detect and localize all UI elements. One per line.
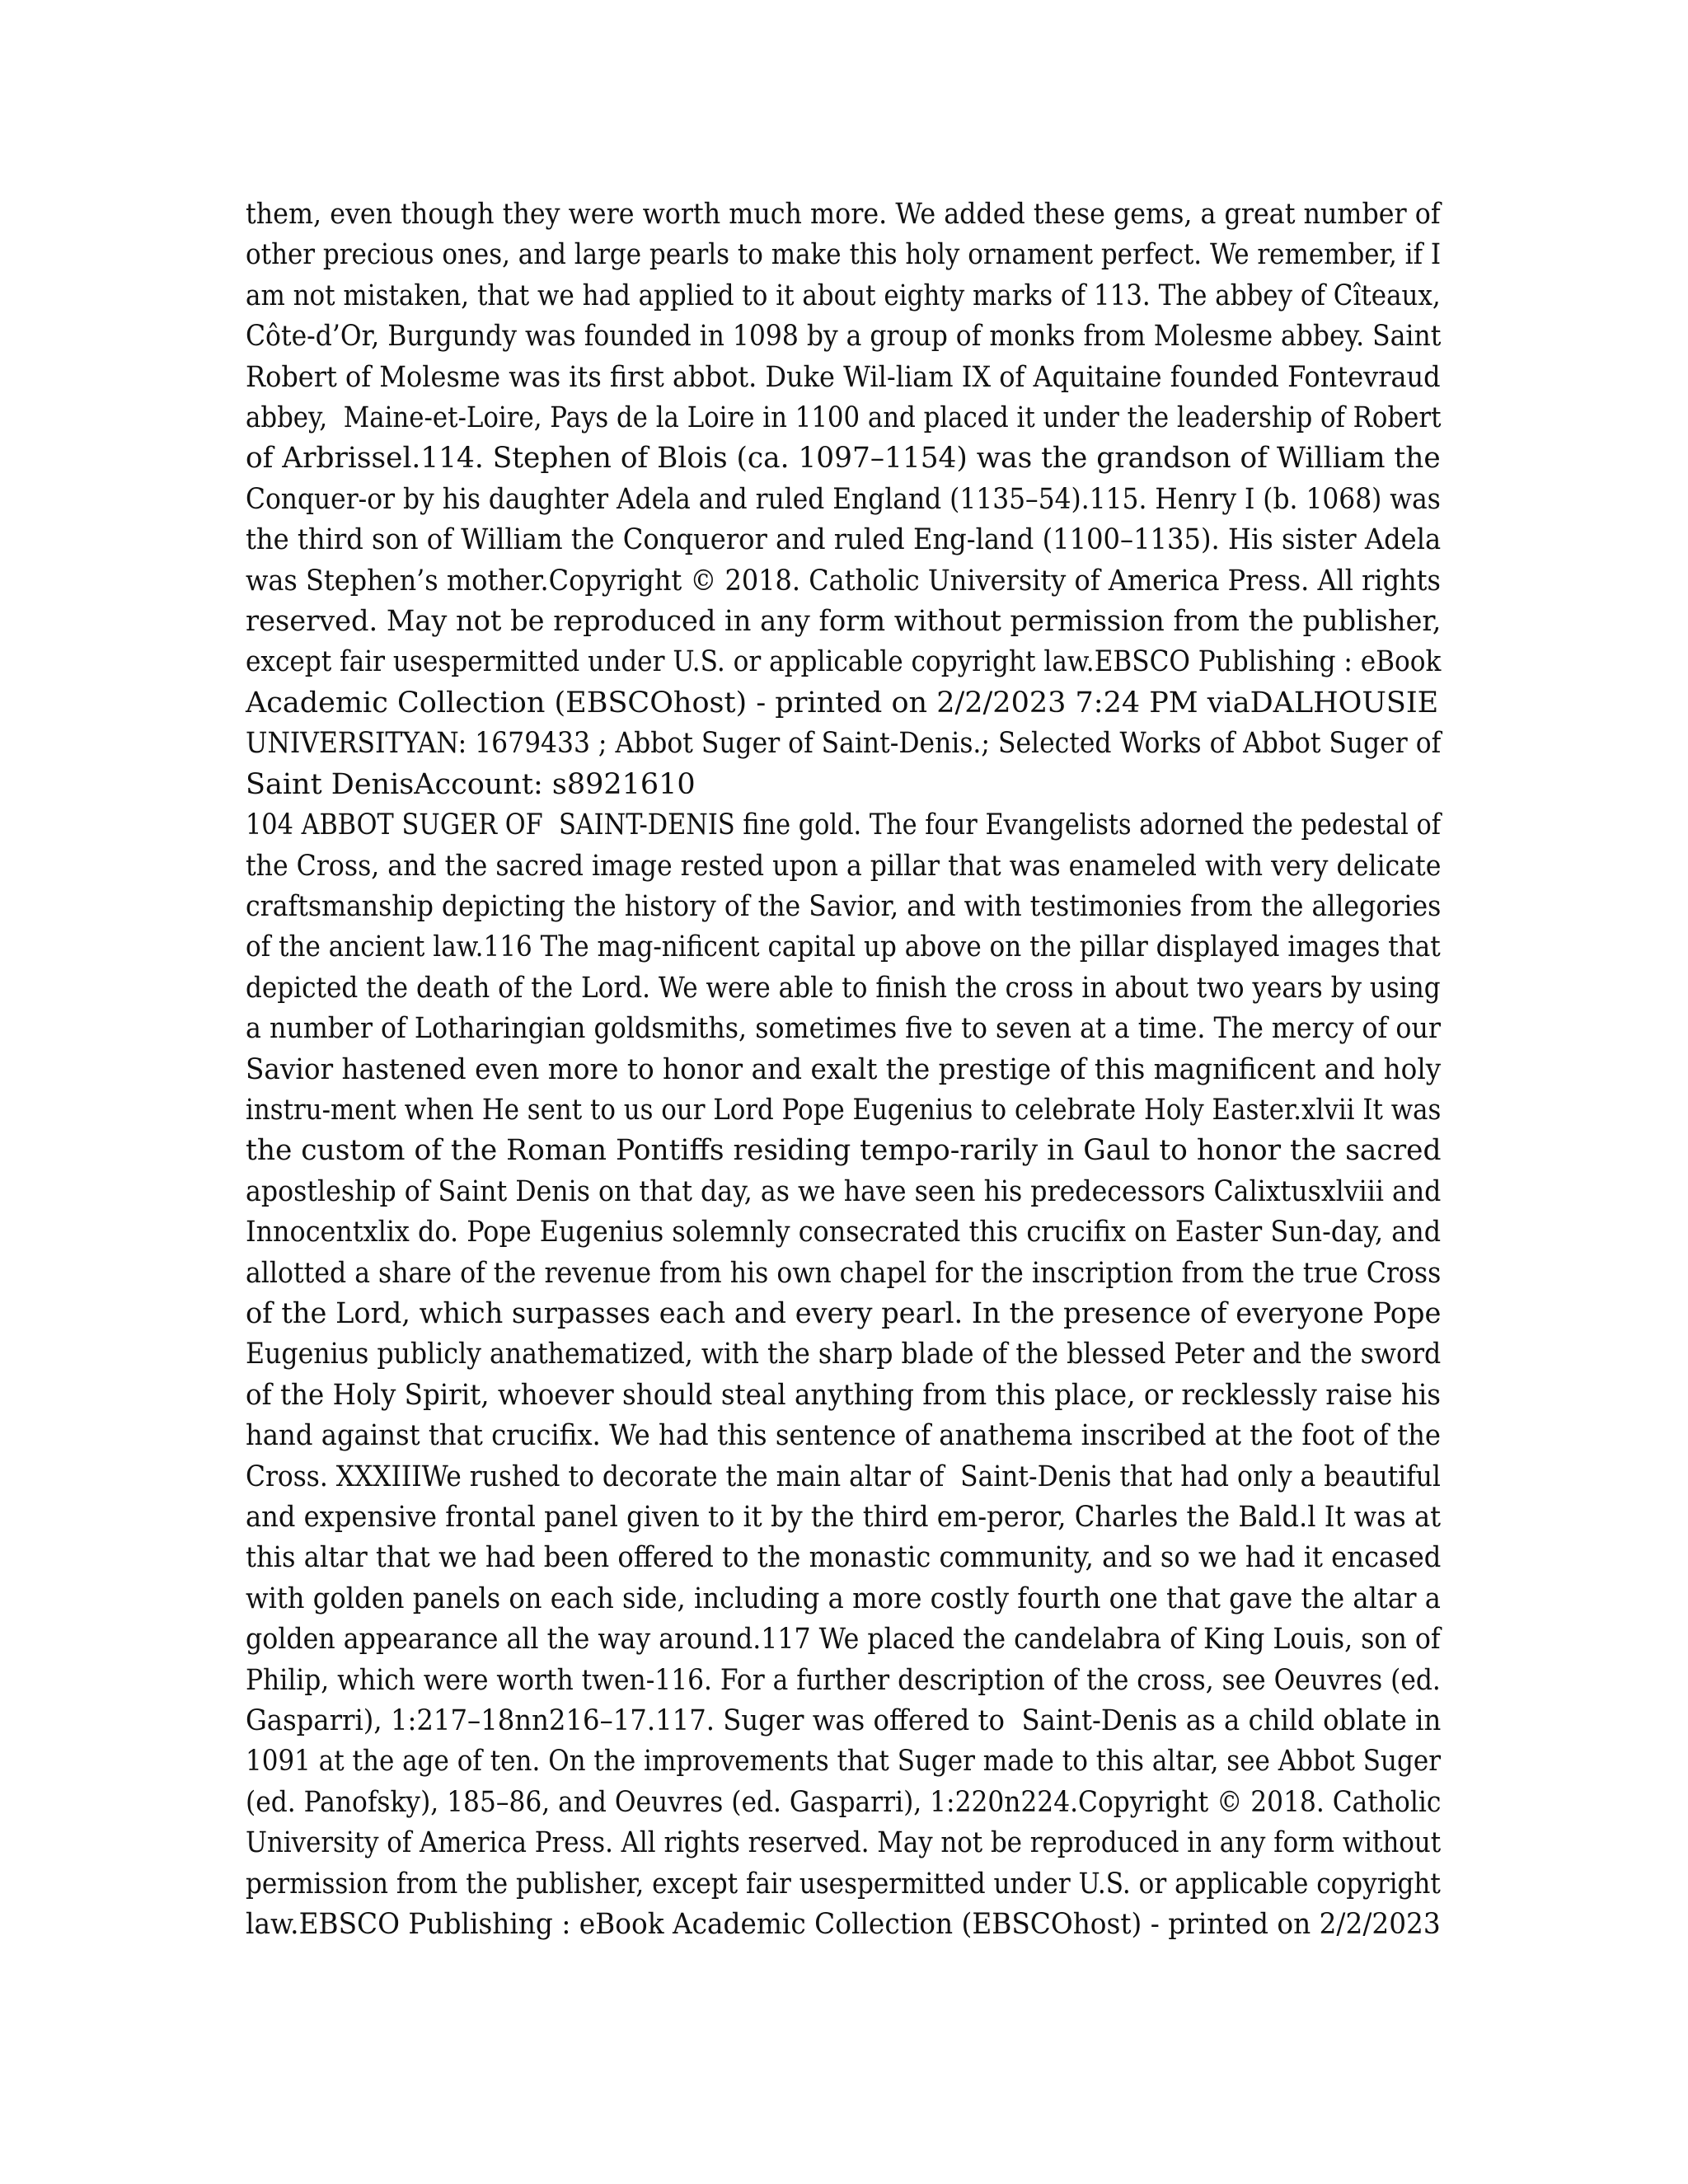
text-line: this altar that we had been offered to the monastic community, and so we had it encased bbox=[246, 1541, 1442, 1575]
text-line: golden appearance all the way around.117 We placed the candelabra of King Louis, son of bbox=[246, 1623, 1441, 1657]
text-line: reserved. May not be reproduced in any form without permission from the publisher, bbox=[246, 605, 1442, 639]
text-line: of the Holy Spirit, whoever should steal anything from this place, or recklessly raise his bbox=[246, 1378, 1441, 1412]
text-line: Philip, which were worth twen-116. For a further description of the cross, see Oeuvres (ed. bbox=[246, 1663, 1441, 1697]
text-line: am not mistaken, that we had applied to it about eighty marks of 113. The abbey of Cîteaux, bbox=[246, 279, 1441, 312]
text-line: a number of Lotharingian goldsmiths, sometimes five to seven at a time. The mercy of our bbox=[246, 1012, 1442, 1046]
text-line: apostleship of Saint Denis on that day, as we have seen his predecessors Calixtusxlviii and bbox=[246, 1174, 1442, 1208]
text-line: hand against that crucifix. We had this sentence of anathema inscribed at the foot of the bbox=[246, 1419, 1442, 1453]
text-line: permission from the publisher, except fair usespermitted under U.S. or applicable copyright bbox=[246, 1867, 1441, 1900]
text-line: University of America Press. All rights reserved. May not be reproduced in any form without bbox=[246, 1826, 1442, 1860]
text-line: except fair usespermitted under U.S. or applicable copyright law.EBSCO Publishing : eBook bbox=[246, 645, 1442, 679]
text-line: instru-ment when He sent to us our Lord Pope Eugenius to celebrate Holy Easter.xlvii It was bbox=[246, 1093, 1442, 1127]
text-line: the third son of William the Conqueror and ruled Eng-land (1100–1135). His sister Adela bbox=[246, 523, 1442, 557]
text-line: law.EBSCO Publishing : eBook Academic Collection (EBSCOhost) - printed on 2/2/2023 bbox=[246, 1908, 1441, 1942]
document-page bbox=[246, 194, 1441, 1945]
text-line: Academic Collection (EBSCOhost) - printed on 2/2/2023 7:24 PM viaDALHOUSIE bbox=[246, 686, 1439, 719]
text-line: of Arbrissel.114. Stephen of Blois (ca. 1097–1154) was the grandson of William the bbox=[246, 442, 1441, 476]
text-line: Conquer-or by his daughter Adela and ruled England (1135–54).115. Henry I (b. 1068) was bbox=[246, 482, 1441, 516]
text-line: allotted a share of the revenue from his own chapel for the inscription from the true Cross bbox=[246, 1256, 1442, 1290]
text-line: Innocentxlix do. Pope Eugenius solemnly consecrated this crucifix on Easter Sun-day, and bbox=[246, 1216, 1442, 1249]
text-line: Eugenius publicly anathematized, with the sharp blade of the blessed Peter and the sword bbox=[246, 1338, 1442, 1371]
text-line: Côte-d’Or, Burgundy was founded in 1098 by a group of monks from Molesme abbey. Saint bbox=[246, 320, 1442, 354]
text-line: abbey, Maine-et-Loire, Pays de la Loire in 1100 and placed it under the leadership of Robert bbox=[246, 401, 1442, 435]
text-line: Cross. XXXIIIWe rushed to decorate the main altar of Saint-Denis that had only a beautiful bbox=[246, 1460, 1441, 1493]
text-line: craftsmanship depicting the history of the Savior, and with testimonies from the allegories bbox=[246, 889, 1442, 923]
text-line: the Cross, and the sacred image rested upon a pillar that was enameled with very delicate bbox=[246, 849, 1442, 883]
text-line: Saint DenisAccount: s8921610 bbox=[246, 767, 696, 801]
text-line: of the Lord, which surpasses each and every pearl. In the presence of everyone Pope bbox=[246, 1296, 1442, 1330]
text-line: depicted the death of the Lord. We were able to finish the cross in about two years by using bbox=[246, 971, 1441, 1005]
text-line: UNIVERSITYAN: 1679433 ; Abbot Suger of Saint-Denis.; Selected Works of Abbot Suger of bbox=[246, 727, 1442, 761]
text-line: them, even though they were worth much more. We added these gems, a great number of bbox=[246, 198, 1441, 231]
text-line: Savior hastened even more to honor and exalt the prestige of this magnificent and holy bbox=[246, 1052, 1442, 1086]
text-line: was Stephen’s mother.Copyright © 2018. Catholic University of America Press. All rights bbox=[246, 564, 1441, 598]
text-line: of the ancient law.116 The mag-nificent capital up above on the pillar displayed images that bbox=[246, 930, 1441, 964]
text-line: Gasparri), 1:217–18nn216–17.117. Suger was offered to Saint-Denis as a child oblate in bbox=[246, 1704, 1442, 1738]
text-line: with golden panels on each side, including a more costly fourth one that gave the altar a bbox=[246, 1582, 1441, 1615]
text-line: Robert of Molesme was its first abbot. Duke Wil-liam IX of Aquitaine founded Fontevraud bbox=[246, 360, 1441, 394]
text-line: and expensive frontal panel given to it by the third em-peror, Charles the Bald.l It was at bbox=[246, 1501, 1442, 1534]
text-line: 104 ABBOT SUGER OF SAINT-DENIS fine gold. The four Evangelists adorned the pedestal of bbox=[246, 808, 1441, 842]
text-line: (ed. Panofsky), 185–86, and Oeuvres (ed. Gasparri), 1:220n224.Copyright © 2018. Catholic bbox=[246, 1785, 1442, 1819]
text-line: 1091 at the age of ten. On the improvements that Suger made to this altar, see Abbot Suger bbox=[246, 1745, 1442, 1779]
text-line: the custom of the Roman Pontiffs residing tempo-rarily in Gaul to honor the sacred bbox=[246, 1134, 1442, 1168]
text-line: other precious ones, and large pearls to make this holy ornament perfect. We remember, if I bbox=[246, 238, 1442, 272]
